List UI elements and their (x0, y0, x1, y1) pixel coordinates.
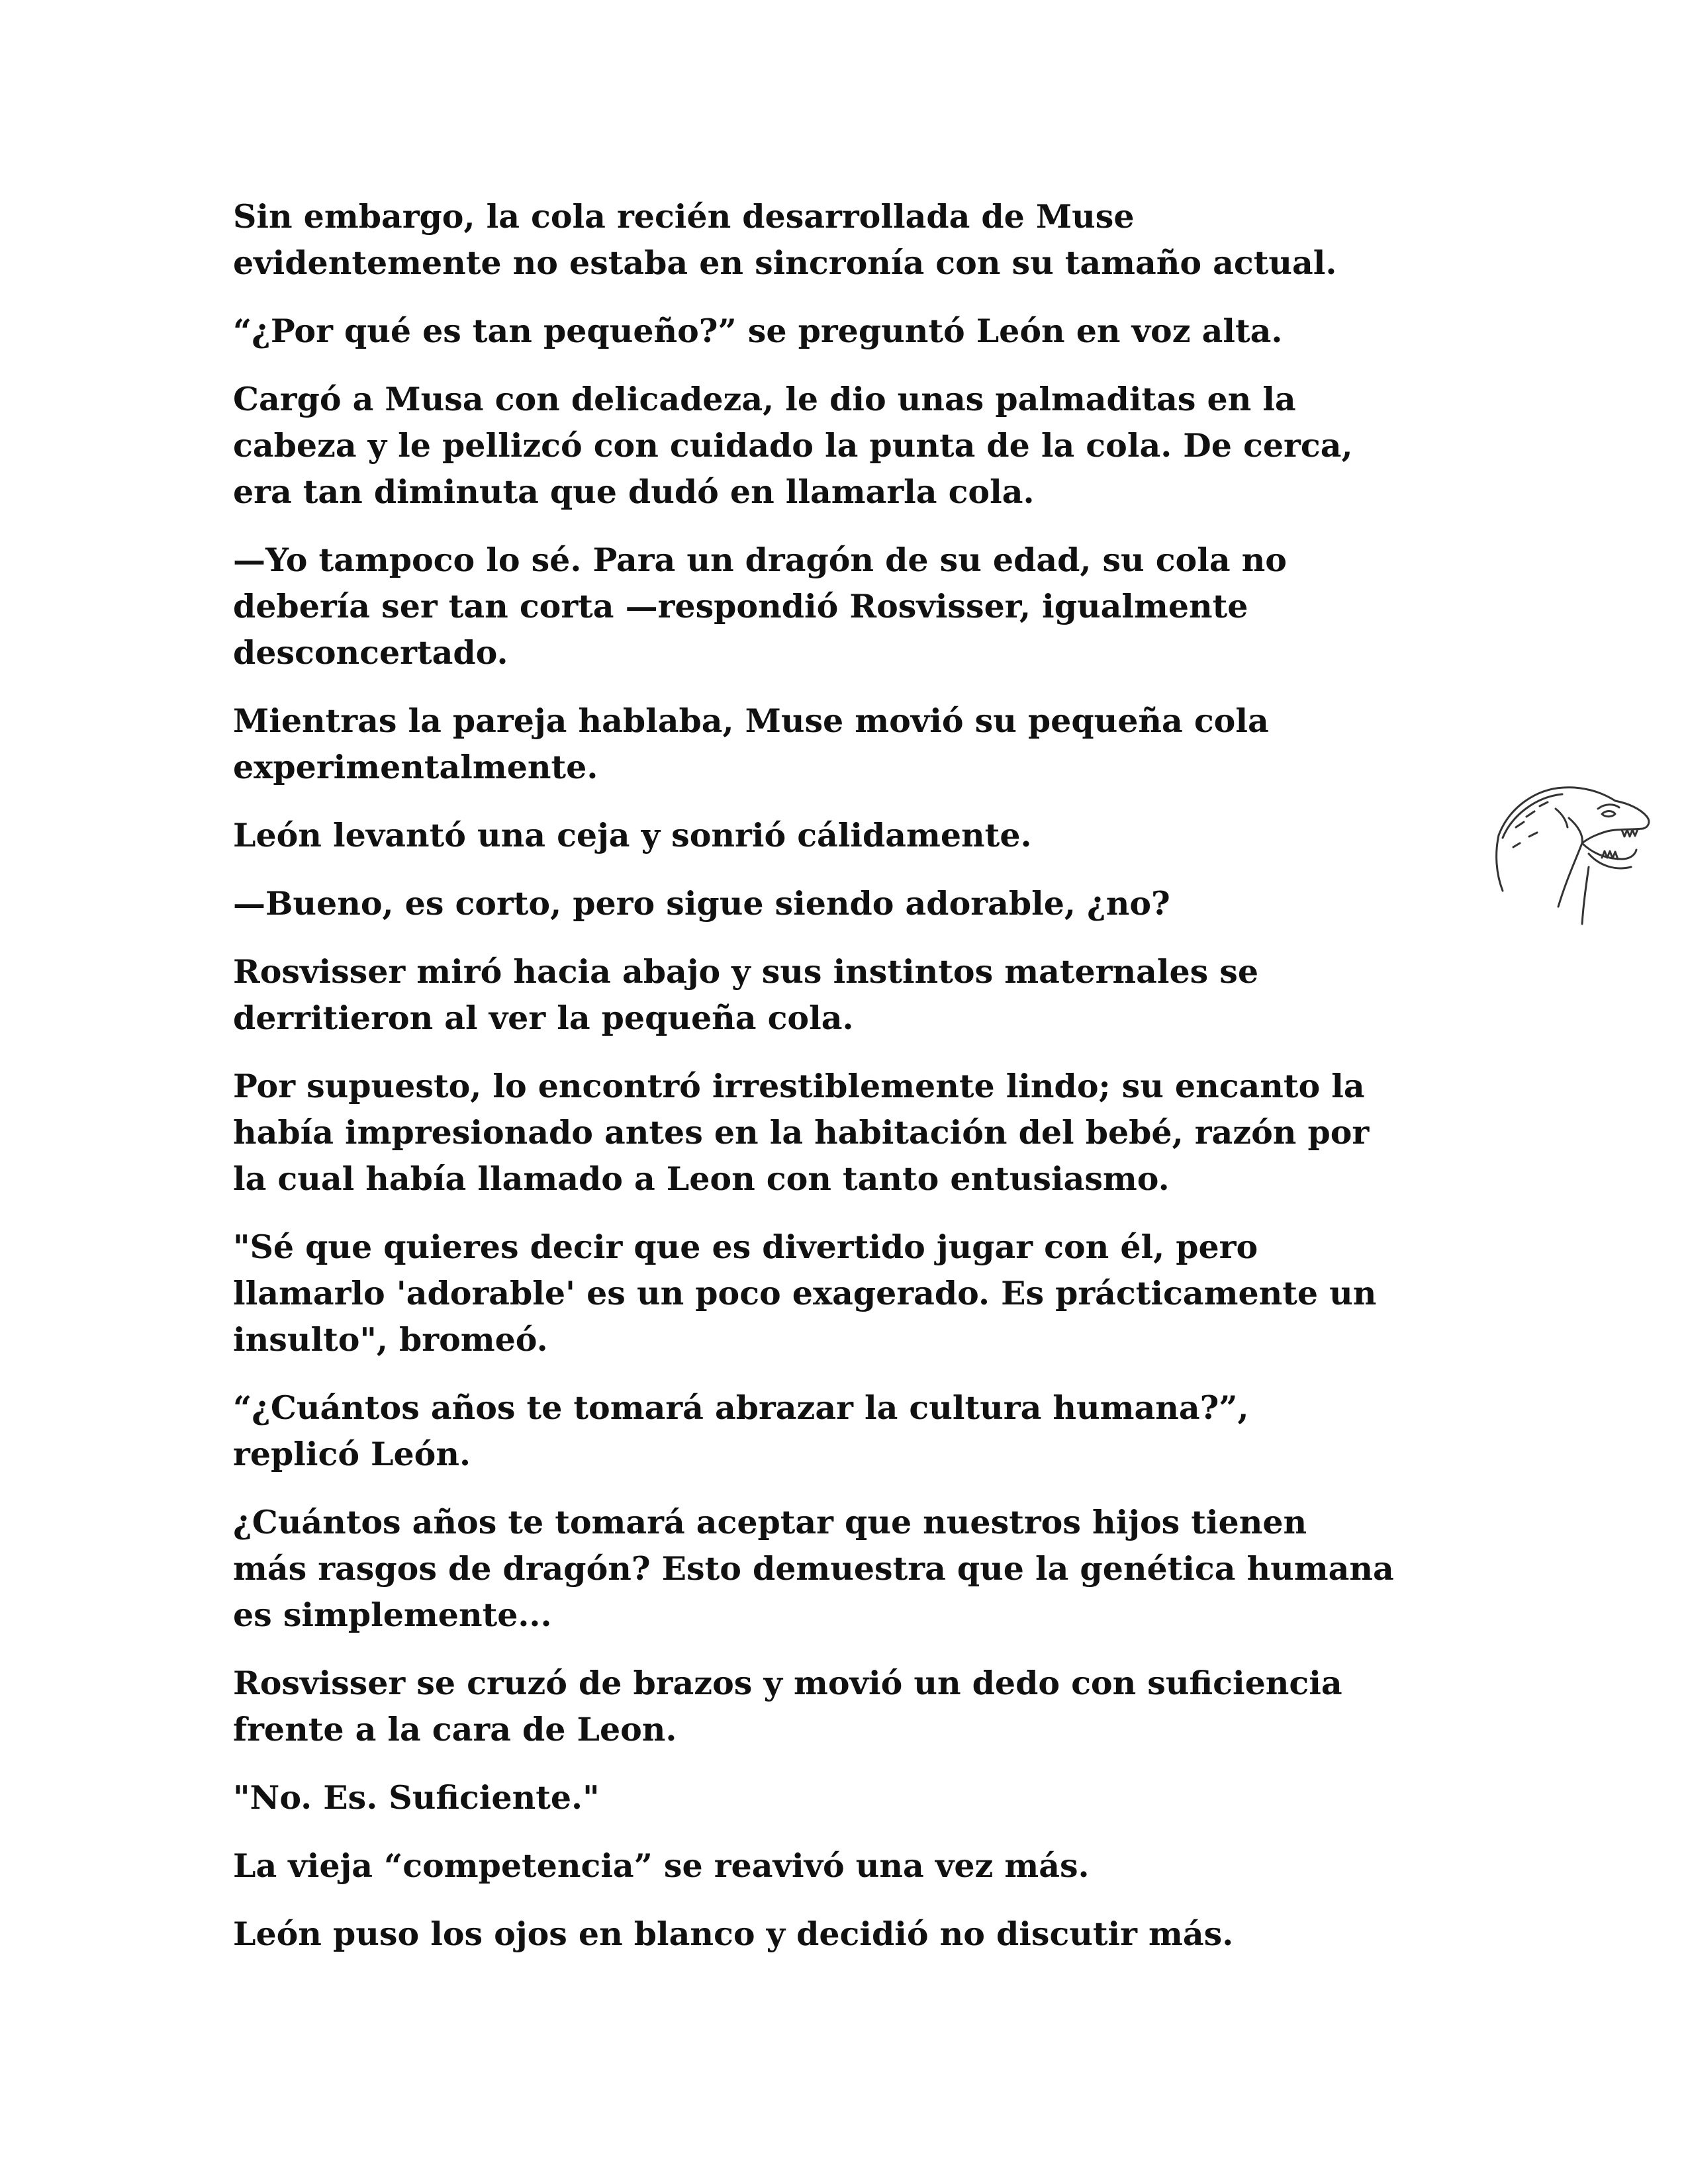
paragraph-8: Rosvisser miró hacia abajo y sus instintos maternales se derritieron al ver la pequeña cola. (233, 952, 1259, 1037)
paragraph-16: León puso los ojos en blanco y decidió no discutir más. (233, 1915, 1234, 1953)
paragraph-9: Por supuesto, lo encontró irrestiblemente lindo; su encanto la había impresionado antes en la habitación del bebé, razón por la cual había llamado a Leon con tanto entusiasmo. (233, 1067, 1370, 1198)
paragraph-7: —Bueno, es corto, pero sigue siendo adorable, ¿no? (233, 884, 1170, 923)
paragraph-4: —Yo tampoco lo sé. Para un dragón de su edad, su cola no debería ser tan corta —respondió Rosvisser, igualmente desconcertado. (233, 541, 1287, 672)
paragraph-2: “¿Por qué es tan pequeño?” se preguntó León en voz alta. (233, 312, 1283, 350)
paragraph-5: Mientras la pareja hablaba, Muse movió su pequeña cola experimentalmente. (233, 702, 1269, 786)
paragraph-12: ¿Cuántos años te tomará aceptar que nuestros hijos tienen más rasgos de dragón? Esto demuestra que la genética humana es simplemente... (233, 1503, 1394, 1634)
dinosaur-head-sketch-icon (1489, 774, 1662, 927)
paragraph-6: León levantó una ceja y sonrió cálidamente. (233, 816, 1032, 854)
body-text (233, 193, 1477, 1979)
paragraph-15: La vieja “competencia” se reavivó una vez más. (233, 1846, 1090, 1885)
paragraph-13: Rosvisser se cruzó de brazos y movió un dedo con suficiencia frente a la cara de Leon. (233, 1664, 1342, 1749)
paragraph-1: Sin embargo, la cola recién desarrollada de Muse evidentemente no estaba en sincronía con su tamaño actual. (233, 197, 1337, 282)
paragraph-11: “¿Cuántos años te tomará abrazar la cultura humana?”, replicó León. (233, 1388, 1249, 1473)
paragraph-14: "No. Es. Suficiente." (233, 1778, 600, 1817)
paragraph-10: "Sé que quieres decir que es divertido jugar con él, pero llamarlo 'adorable' es un poco exagerado. Es prácticamente un insulto", bromeó. (233, 1228, 1377, 1359)
paragraph-3: Cargó a Musa con delicadeza, le dio unas palmaditas en la cabeza y le pellizcó con cuidado la punta de la cola. De cerca, era tan diminuta que dudó en llamarla cola. (233, 380, 1353, 511)
